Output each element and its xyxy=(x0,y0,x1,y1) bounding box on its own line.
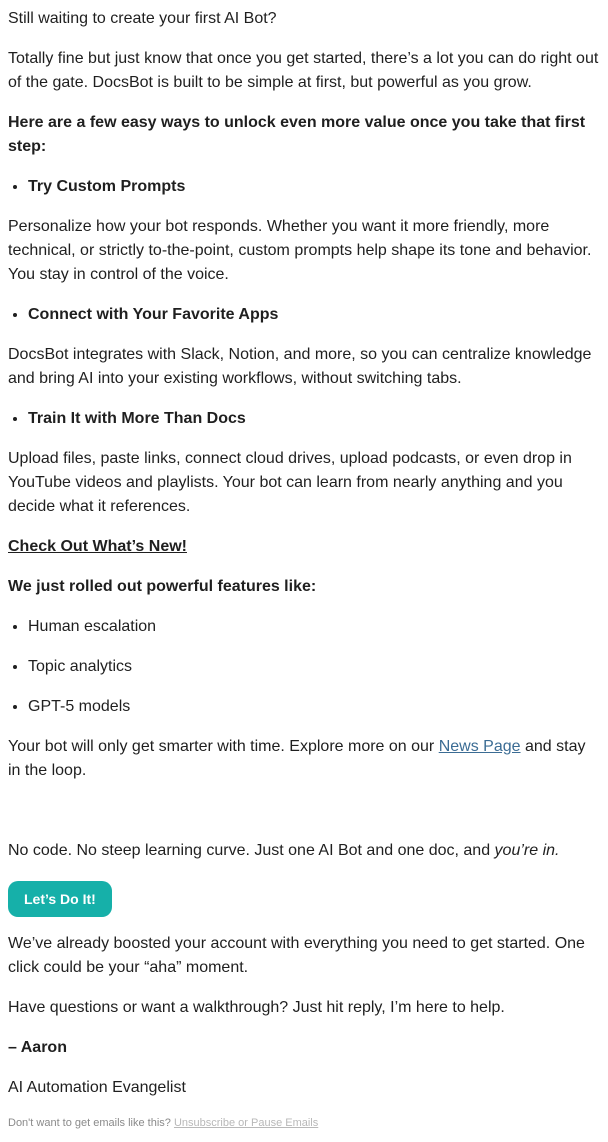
explore-paragraph xyxy=(8,735,602,783)
no-code-paragraph xyxy=(8,839,602,863)
questions-paragraph: Have questions or want a walkthrough? Just hit reply, I’m here to help. xyxy=(8,999,505,1016)
no-code-emphasis: you’re in. xyxy=(494,842,560,859)
section-heading-custom-prompts: • Try Custom Prompts xyxy=(28,175,602,199)
ways-intro: Here are a few easy ways to unlock even more value once you take that first step: xyxy=(8,114,586,155)
explore-text-after: and stay in the loop. xyxy=(8,738,586,779)
section-body-custom-prompts: Personalize how your bot responds. Whether you want it more friendly, more technical, or strictly to-the-point, custom prompts help shape its tone and behavior. You stay in control of the voice. xyxy=(8,218,592,283)
signature-name: – Aaron xyxy=(8,1039,67,1056)
footer xyxy=(8,1116,602,1130)
features-list xyxy=(8,615,602,719)
signature-title: AI Automation Evangelist xyxy=(8,1079,186,1096)
unsubscribe-link[interactable]: Unsubscribe or Pause Emails xyxy=(173,1117,319,1129)
feature-item: • Topic analytics xyxy=(28,655,602,679)
section-heading-apps: • Connect with Your Favorite Apps xyxy=(28,303,602,327)
news-page-link[interactable]: News Page xyxy=(438,738,521,755)
section-bullet-train xyxy=(8,407,602,431)
section-bullet-apps xyxy=(8,303,602,327)
section-body-train: Upload files, paste links, connect cloud drives, upload podcasts, or even drop in YouTube videos and playlists. Your bot can learn from nearly anything and you decide what it references. xyxy=(8,450,572,515)
boost-paragraph: We’ve already boosted your account with everything you need to get started. One click could be your “aha” moment. xyxy=(8,935,585,976)
features-intro: We just rolled out powerful features like: xyxy=(8,578,317,595)
feature-item: • Human escalation xyxy=(28,615,602,639)
intro-paragraph: Totally fine but just know that once you get started, there’s a lot you can do right out of the gate. DocsBot is built to be simple at first, but powerful as you grow. xyxy=(8,50,599,91)
explore-text-before: Your bot will only get smarter with time. Explore more on our xyxy=(8,738,439,755)
whats-new-heading: Check Out What’s New! xyxy=(8,538,187,555)
opening-line: Still waiting to create your first AI Bot? xyxy=(8,10,277,27)
footer-text: Don't want to get emails like this? xyxy=(8,1117,174,1129)
feature-item: • GPT-5 models xyxy=(28,695,602,719)
section-bullet-custom-prompts xyxy=(8,175,602,199)
section-body-apps: DocsBot integrates with Slack, Notion, and more, so you can centralize knowledge and bring AI into your existing workflows, without switching tabs. xyxy=(8,346,592,387)
lets-do-it-button[interactable]: Let’s Do It! xyxy=(8,881,112,917)
no-code-text: No code. No steep learning curve. Just one AI Bot and one doc, and xyxy=(8,842,495,859)
spacer xyxy=(8,799,602,839)
section-heading-train: • Train It with More Than Docs xyxy=(28,407,602,431)
